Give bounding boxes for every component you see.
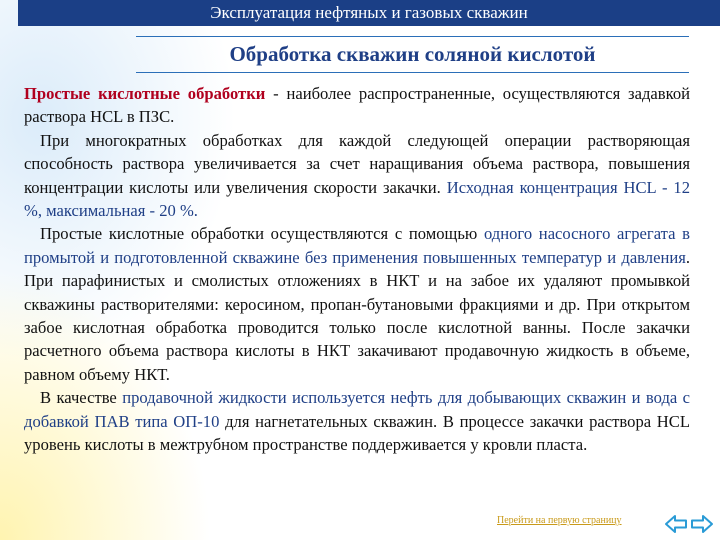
arrow-right-icon <box>690 514 714 534</box>
text-run: для нагнетательных скважин. В процессе закачки раствора HCL уровень кислоты в межтрубном пространстве поддерживается у кровли пласта. <box>24 411 690 455</box>
term-simple-acid-treatments: Простые кислотные обработки <box>24 84 266 103</box>
text-run: . При парафинистых и смолистых отложениях в НКТ и на забое их удаляют промывкой скважины растворителями: керосином, пропан-бутановыми фракциями и др. При открытом забое кислотная обработка проводится только после кислотной ванны. После закачки расчетного объема раствора кислоты в НКТ закачивают продавочную жидкость в объеме, равном объему НКТ. <box>24 247 690 384</box>
paragraph-displacement-fluid <box>24 386 690 456</box>
highlight-concentration: Исходная концентрация HCL - 12 %, максимальная - 20 %. <box>24 177 691 221</box>
paragraph-simple-treatments <box>24 82 690 129</box>
prev-slide-button[interactable] <box>664 514 688 534</box>
slide-body <box>24 82 690 457</box>
text-run: - наиболее распространенные, осуществляются задавкой раствора HCL в ПЗС. <box>24 84 690 127</box>
text-run: При многократных обработках для каждой следующей операции растворяющая способность раствора увеличивается за счет наращивания объема раствора, повышения концентрации кислоты или увеличения скорости закачки. <box>24 130 690 197</box>
title-rule-top <box>136 36 689 37</box>
text-run: Простые кислотные обработки осуществляются с помощью <box>40 224 484 244</box>
slide-title: Обработка скважин соляной кислотой <box>229 42 596 66</box>
paragraph-multiple-treatments <box>24 129 690 223</box>
course-banner: Эксплуатация нефтяных и газовых скважин <box>18 0 720 26</box>
text-run: В качестве <box>40 388 123 408</box>
highlight-displacement-fluid: продавочной жидкости используется нефть для добывающих скважин и вода с добавкой ПАВ типа ОП-10 <box>24 388 690 431</box>
arrow-left-icon <box>664 514 688 534</box>
first-page-link[interactable]: Перейти на первую страницу <box>497 515 622 526</box>
next-slide-button[interactable] <box>690 514 714 534</box>
highlight-single-pump: одного насосного агрегата в промытой и подготовленной скважине без применения повышенных температур и давления <box>24 224 690 267</box>
title-rule-bottom <box>136 72 689 73</box>
paragraph-procedure <box>24 222 690 386</box>
